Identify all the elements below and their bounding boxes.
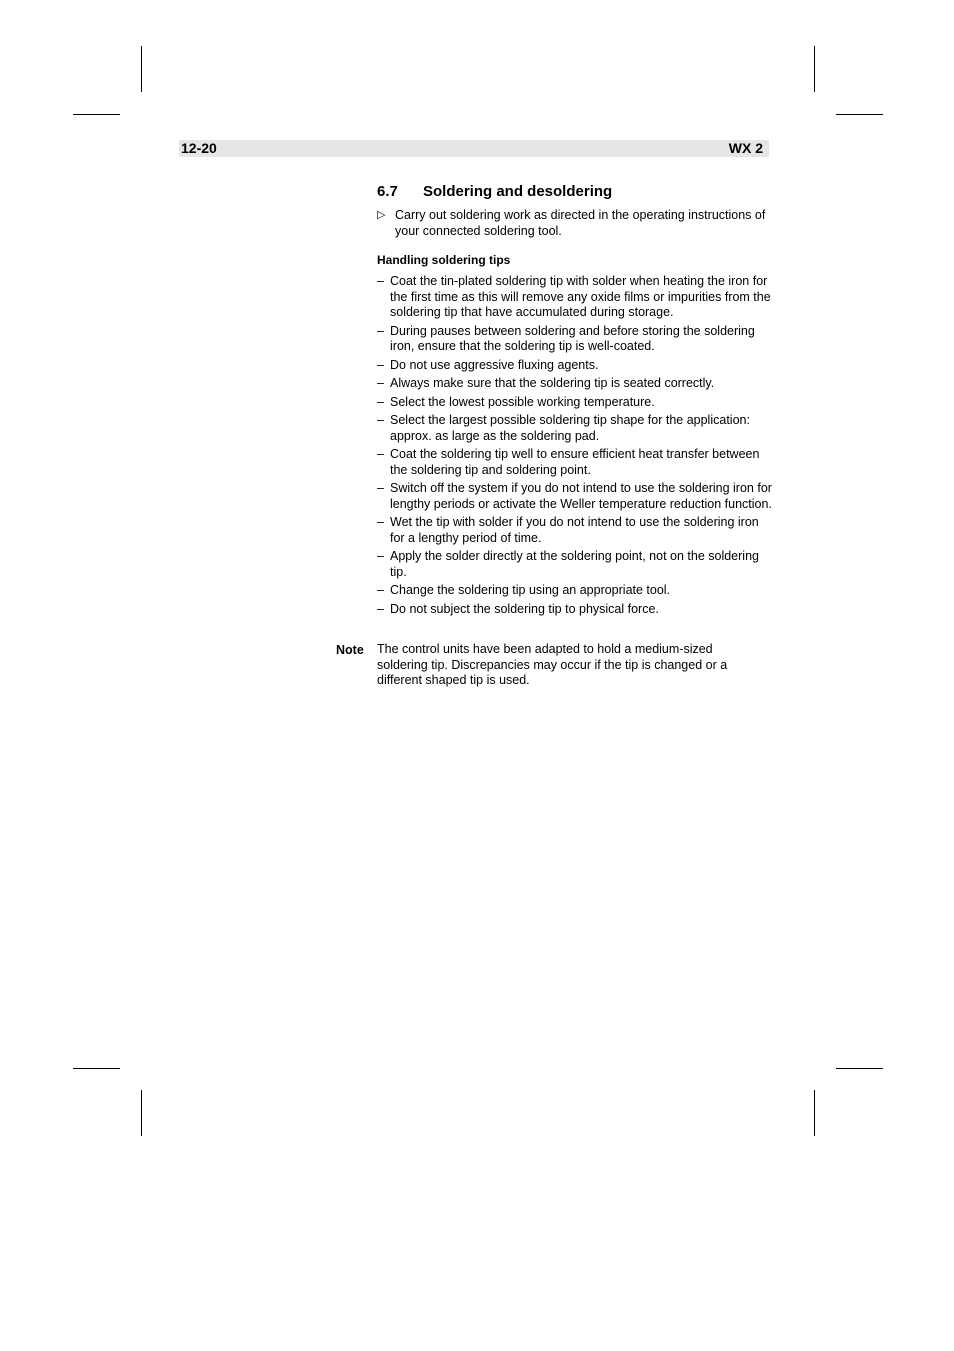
- list-item: [377, 549, 772, 580]
- list-item: [377, 395, 772, 411]
- list-item: [377, 447, 772, 478]
- crop-mark-bottom-right-horizontal: [836, 1068, 883, 1069]
- page-number: 12-20: [181, 140, 217, 156]
- dash-icon: –: [377, 323, 384, 338]
- product-name: WX 2: [728, 140, 763, 156]
- list-item-text: Coat the soldering tip well to ensure efficient heat transfer between the soldering tip and soldering point.: [390, 447, 760, 477]
- list-item-text: Coat the tin-plated soldering tip with solder when heating the iron for the first time as this will remove any oxide films or impurities from the soldering tip that have accumulated during storage.: [390, 274, 771, 319]
- list-item: [377, 583, 772, 599]
- dash-icon: –: [377, 376, 384, 390]
- list-item: [377, 515, 772, 546]
- tips-heading: Handling soldering tips: [377, 253, 511, 267]
- list-item: [377, 376, 772, 392]
- list-item-text: Apply the solder directly at the soldering point, not on the soldering tip.: [390, 549, 759, 579]
- dash-icon: –: [377, 394, 384, 409]
- list-item: [377, 481, 772, 512]
- instruction-step: [377, 208, 772, 239]
- dash-icon: –: [377, 515, 384, 529]
- list-item-text: During pauses between soldering and before storing the soldering iron, ensure that the soldering tip is well-coated.: [390, 323, 755, 353]
- list-item: [377, 602, 772, 618]
- crop-mark-top-right-horizontal: [836, 114, 883, 115]
- dash-icon: –: [377, 357, 384, 372]
- crop-mark-top-right-vertical: [814, 46, 815, 92]
- dash-icon: –: [377, 447, 384, 461]
- instruction-text: Carry out soldering work as directed in the operating instructions of your connected soldering tool.: [395, 208, 766, 238]
- list-item-text: Do not subject the soldering tip to physical force.: [390, 601, 659, 616]
- play-arrow-icon: ▷: [377, 209, 386, 221]
- dash-icon: –: [377, 274, 384, 288]
- page-header: [179, 140, 769, 157]
- list-item-text: Do not use aggressive fluxing agents.: [390, 357, 599, 372]
- list-item-text: Select the lowest possible working temperature.: [390, 394, 655, 409]
- dash-icon: –: [377, 601, 384, 616]
- tips-list: [377, 274, 772, 620]
- dash-icon: –: [377, 549, 384, 563]
- crop-mark-bottom-left-horizontal: [73, 1068, 120, 1069]
- section-title-text: Soldering and desoldering: [423, 183, 613, 200]
- list-item-text: Select the largest possible soldering tip shape for the application: approx. as large as the soldering pad.: [390, 413, 750, 443]
- list-item: [377, 274, 772, 321]
- note-text: The control units have been adapted to hold a medium-sized soldering tip. Discrepancies may occur if the tip is changed or a different shaped tip is used.: [377, 642, 728, 687]
- dash-icon: –: [377, 413, 384, 427]
- note-label: Note: [336, 643, 364, 657]
- crop-mark-top-left-horizontal: [73, 114, 120, 115]
- list-item-text: Wet the tip with solder if you do not intend to use the soldering iron for a lengthy period of time.: [390, 515, 759, 545]
- section-title: [377, 182, 612, 202]
- dash-icon: –: [377, 583, 384, 597]
- crop-mark-top-left-vertical: [141, 46, 142, 92]
- dash-icon: –: [377, 481, 384, 495]
- list-item: [377, 324, 772, 355]
- section-number: 6.7: [377, 183, 398, 200]
- list-item-text: Always make sure that the soldering tip is seated correctly.: [390, 376, 715, 390]
- list-item: [377, 413, 772, 444]
- list-item-text: Switch off the system if you do not intend to use the soldering iron for lengthy periods or activate the Weller temperature reduction function.: [390, 481, 772, 511]
- crop-mark-bottom-right-vertical: [814, 1090, 815, 1136]
- list-item-text: Change the soldering tip using an appropriate tool.: [390, 583, 671, 597]
- crop-mark-bottom-left-vertical: [141, 1090, 142, 1136]
- list-item: [377, 358, 772, 374]
